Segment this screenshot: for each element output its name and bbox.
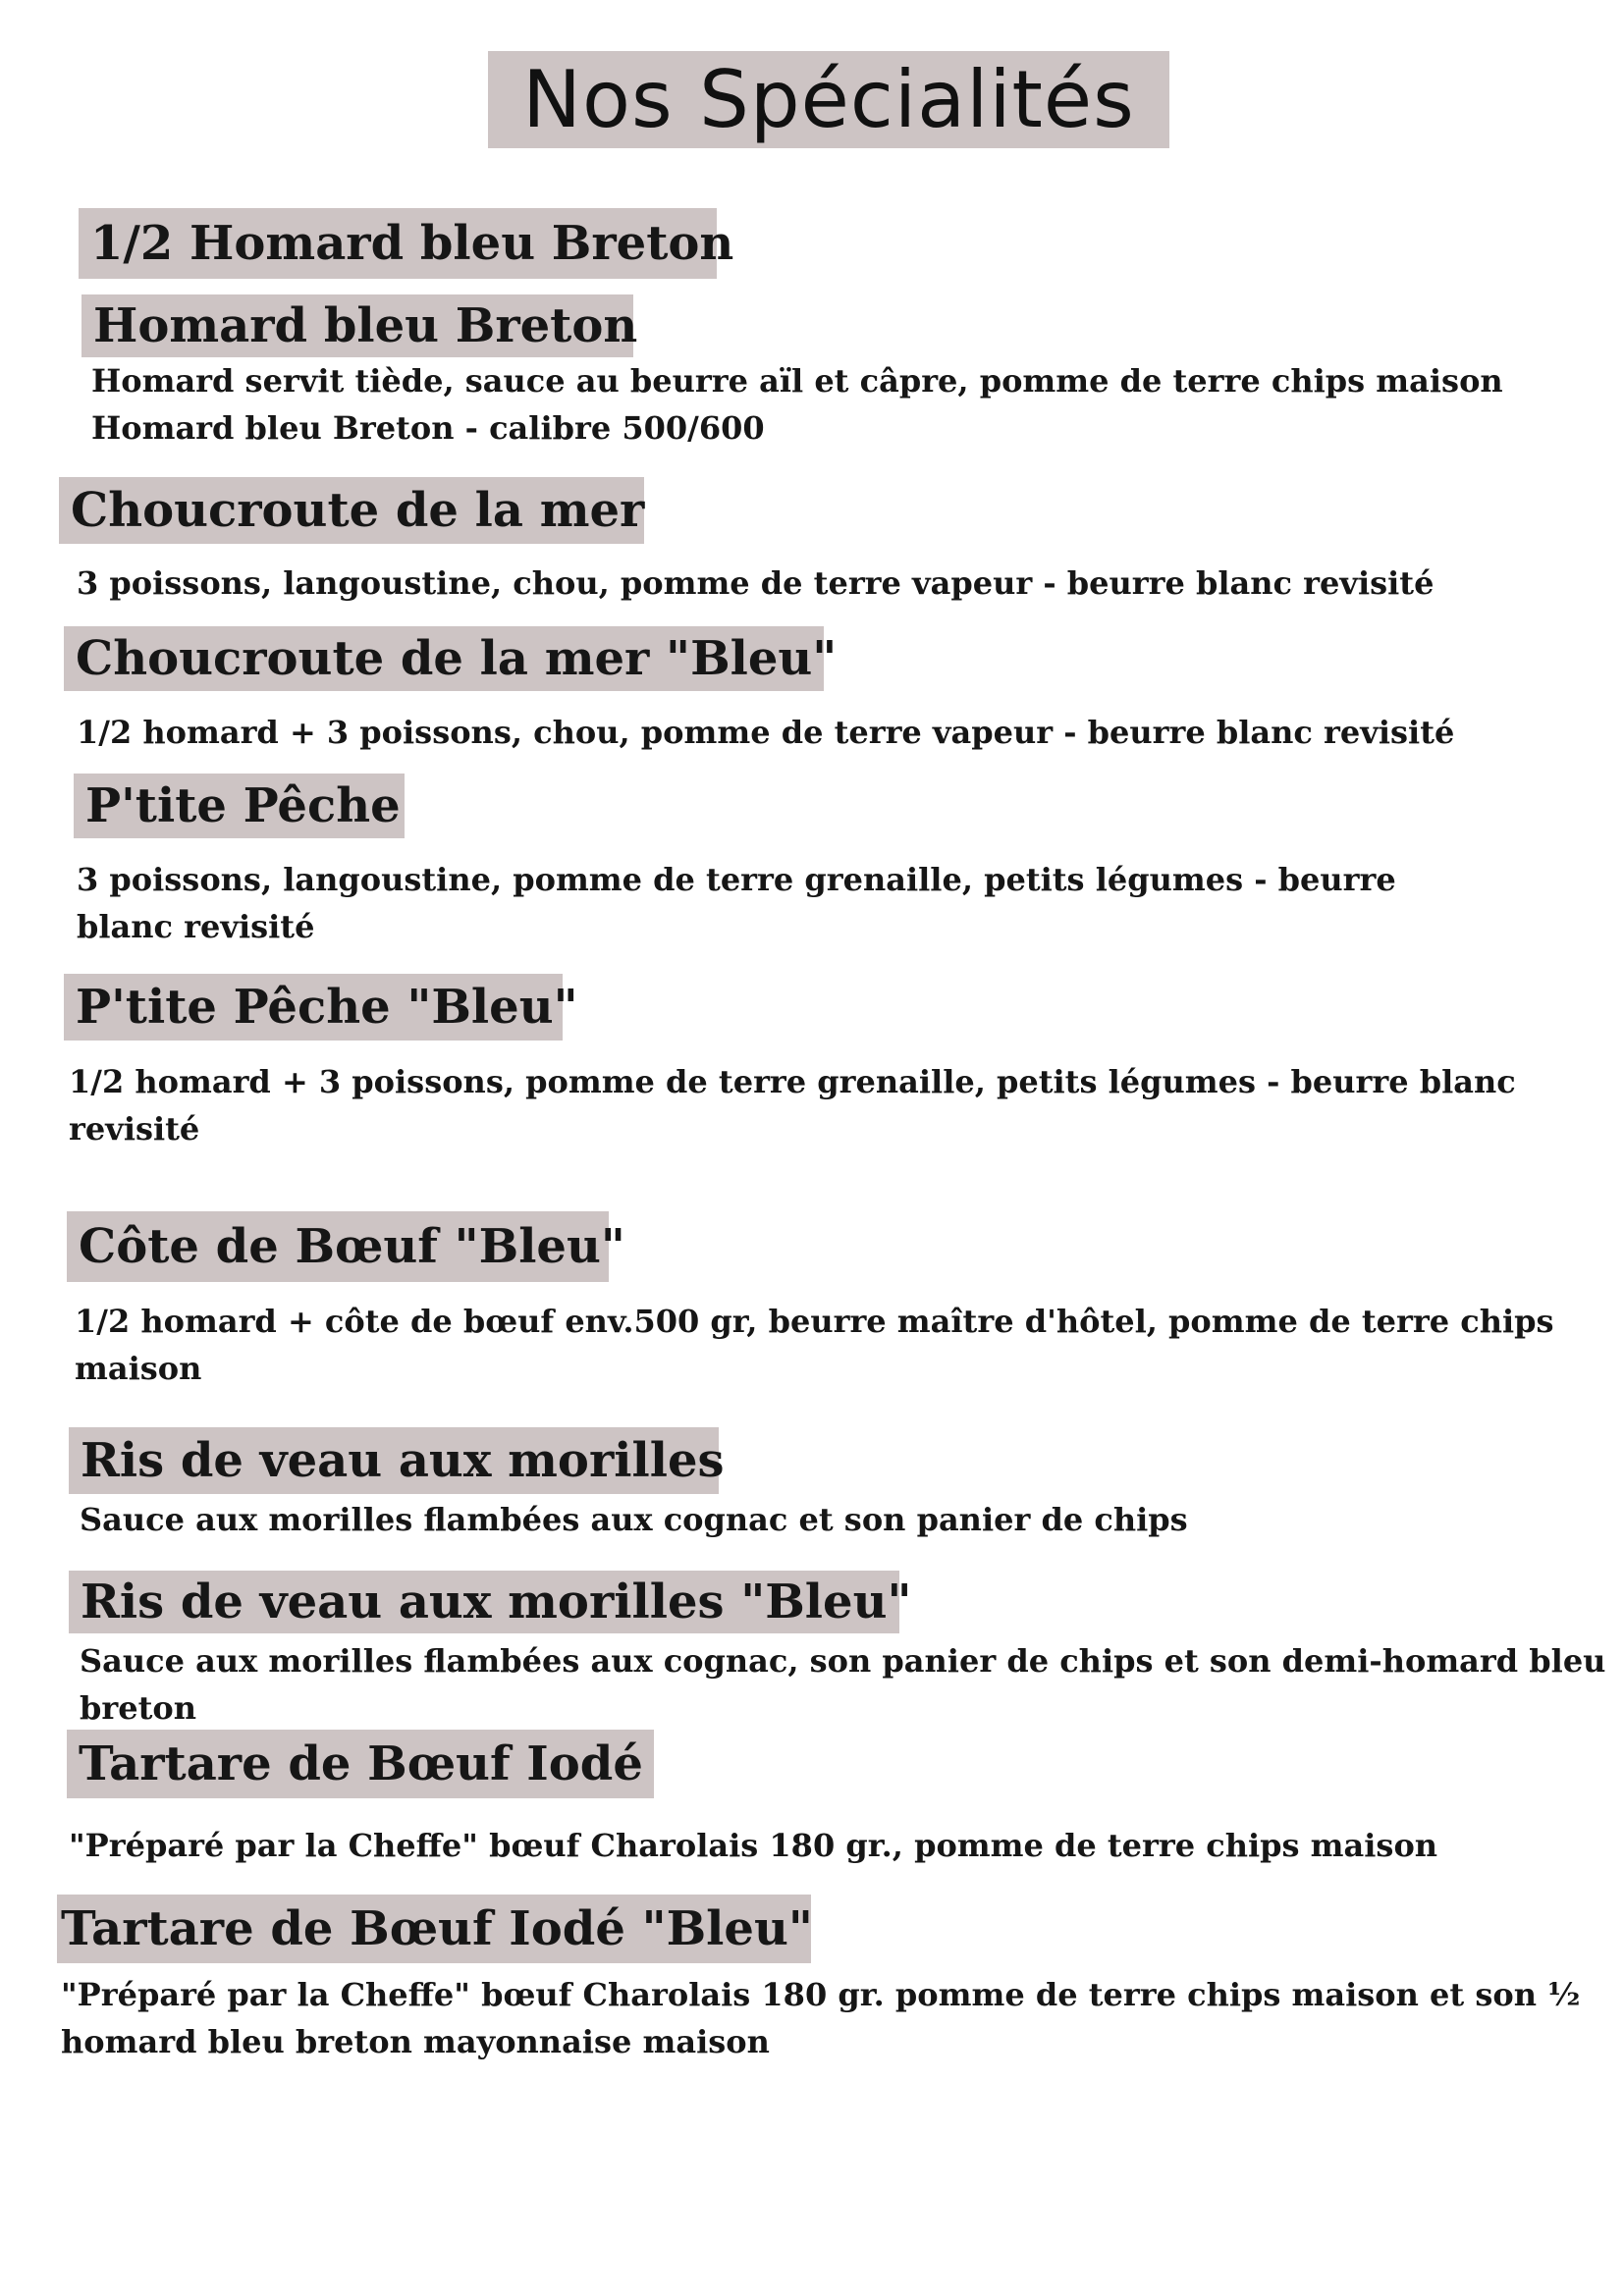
dish-title: 1/2 Homard bleu Breton (79, 208, 717, 279)
dish-description (69, 1822, 1542, 1869)
dish-title: Ris de veau aux morilles "Bleu" (69, 1571, 899, 1633)
description-line: Homard bleu Breton - calibre 500/600 (91, 409, 765, 447)
description-line: maison (75, 1350, 202, 1387)
description-line: breton (80, 1689, 196, 1727)
description-line: Sauce aux morilles flambées aux cognac et son panier de chips (80, 1501, 1188, 1538)
description-line: 1/2 homard + côte de bœuf env.500 gr, beurre maître d'hôtel, pomme de terre chips (75, 1303, 1554, 1340)
dish-title: Choucroute de la mer "Bleu" (64, 626, 824, 691)
dish-description (77, 709, 1549, 756)
description-line: Sauce aux morilles flambées aux cognac, son panier de chips et son demi-homard bleu (80, 1642, 1606, 1680)
dish-description (91, 357, 1564, 452)
description-line: blanc revisité (77, 908, 315, 945)
dish-description (80, 1637, 1606, 1732)
dish-description (77, 560, 1549, 607)
description-line: 3 poissons, langoustine, pomme de terre grenaille, petits légumes - beurre (77, 861, 1396, 898)
dish-title: P'tite Pêche "Bleu" (64, 974, 563, 1041)
description-line: Homard servit tiède, sauce au beurre aïl et câpre, pomme de terre chips maison (91, 362, 1503, 400)
description-line: 3 poissons, langoustine, chou, pomme de terre vapeur - beurre blanc revisité (77, 564, 1435, 602)
dish-title: Côte de Bœuf "Bleu" (67, 1211, 609, 1282)
dish-description (80, 1496, 1552, 1543)
dish-description (75, 1298, 1554, 1392)
dish-title: Ris de veau aux morilles (69, 1427, 719, 1494)
description-line: 1/2 homard + 3 poissons, pomme de terre grenaille, petits légumes - beurre blanc (69, 1063, 1516, 1100)
dish-title: Tartare de Bœuf Iodé (67, 1730, 654, 1798)
dish-description (69, 1058, 1542, 1152)
dish-description (61, 1971, 1581, 2065)
dish-title: Homard bleu Breton (81, 294, 633, 357)
dish-title: Tartare de Bœuf Iodé "Bleu" (57, 1895, 811, 1963)
page-title: Nos Spécialités (488, 51, 1169, 148)
dish-title: Choucroute de la mer (59, 477, 644, 544)
description-line: 1/2 homard + 3 poissons, chou, pomme de terre vapeur - beurre blanc revisité (77, 714, 1455, 751)
description-line: revisité (69, 1110, 200, 1148)
dish-description (77, 856, 1549, 950)
description-line: "Préparé par la Cheffe" bœuf Charolais 180 gr. pomme de terre chips maison et son ½ (61, 1976, 1581, 2013)
dish-title: P'tite Pêche (74, 774, 405, 838)
description-line: "Préparé par la Cheffe" bœuf Charolais 180 gr., pomme de terre chips maison (69, 1827, 1438, 1864)
description-line: homard bleu breton mayonnaise maison (61, 2023, 770, 2060)
